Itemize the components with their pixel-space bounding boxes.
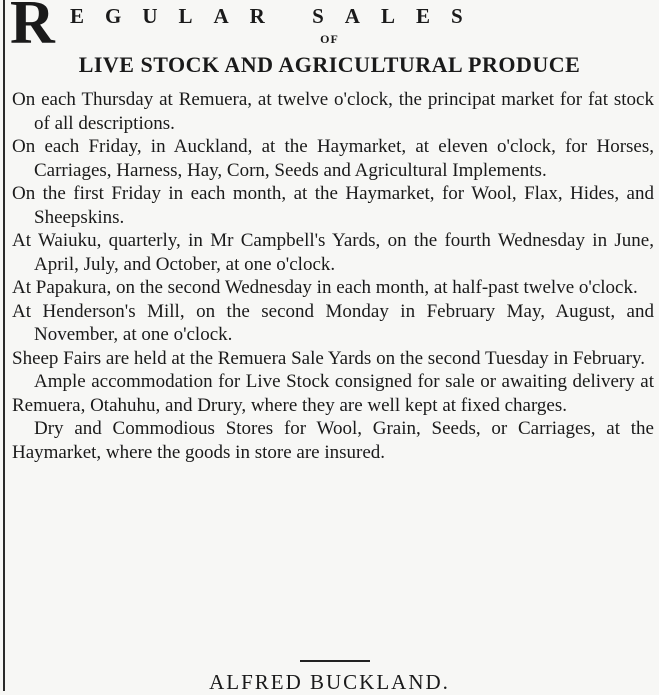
paragraph-first-friday: On the first Friday in each month, at the Haymarket, for Wool, Flax, Hides, and Sheepskins. [12,183,654,228]
paragraph-sheep-fairs: Sheep Fairs are held at the Remuera Sale Yards on the second Tuesday in February. [12,347,646,369]
heading-connector: OF [320,32,339,46]
heading-title: EGULAR SALES [70,4,484,28]
paragraph-remuera-thursday: On each Thursday at Remuera, at twelve o'clock, the principat market for fat stock of all descriptions. [12,89,654,134]
paragraph-auckland-friday: On each Friday, in Auckland, at the Haymarket, at eleven o'clock, for Horses, Carriages, Harness, Hay, Corn, Seeds and Agricultural Implements. [12,136,654,181]
drop-cap: R [10,0,55,57]
paragraph-papakura: At Papakura, on the second Wednesday in each month, at half-past twelve o'clock. [12,277,638,298]
heading-subtitle: LIVE STOCK AND AGRICULTURAL PRODUCE [78,52,581,77]
advertisement-body [12,88,654,464]
signature-divider [300,660,370,662]
paragraph-accommodation: Ample accommodation for Live Stock consigned for sale or awaiting delivery at Remuera, Otahuhu, and Drury, where they are well kept at fixed charges. [12,371,654,416]
signature: ALFRED BUCKLAND. [209,670,450,694]
column-rule [3,0,5,691]
paragraph-waiuku: At Waiuku, quarterly, in Mr Campbell's Yards, on the fourth Wednesday in June, April, July, and October, at one o'clock. [12,230,654,275]
paragraph-stores: Dry and Commodious Stores for Wool, Grain, Seeds, or Carriages, at the Haymarket, where the goods in store are insured. [12,418,654,463]
paragraph-hendersons-mill: At Henderson's Mill, on the second Monday in February May, August, and November, at one o'clock. [12,300,654,345]
advertisement-heading [0,0,659,90]
